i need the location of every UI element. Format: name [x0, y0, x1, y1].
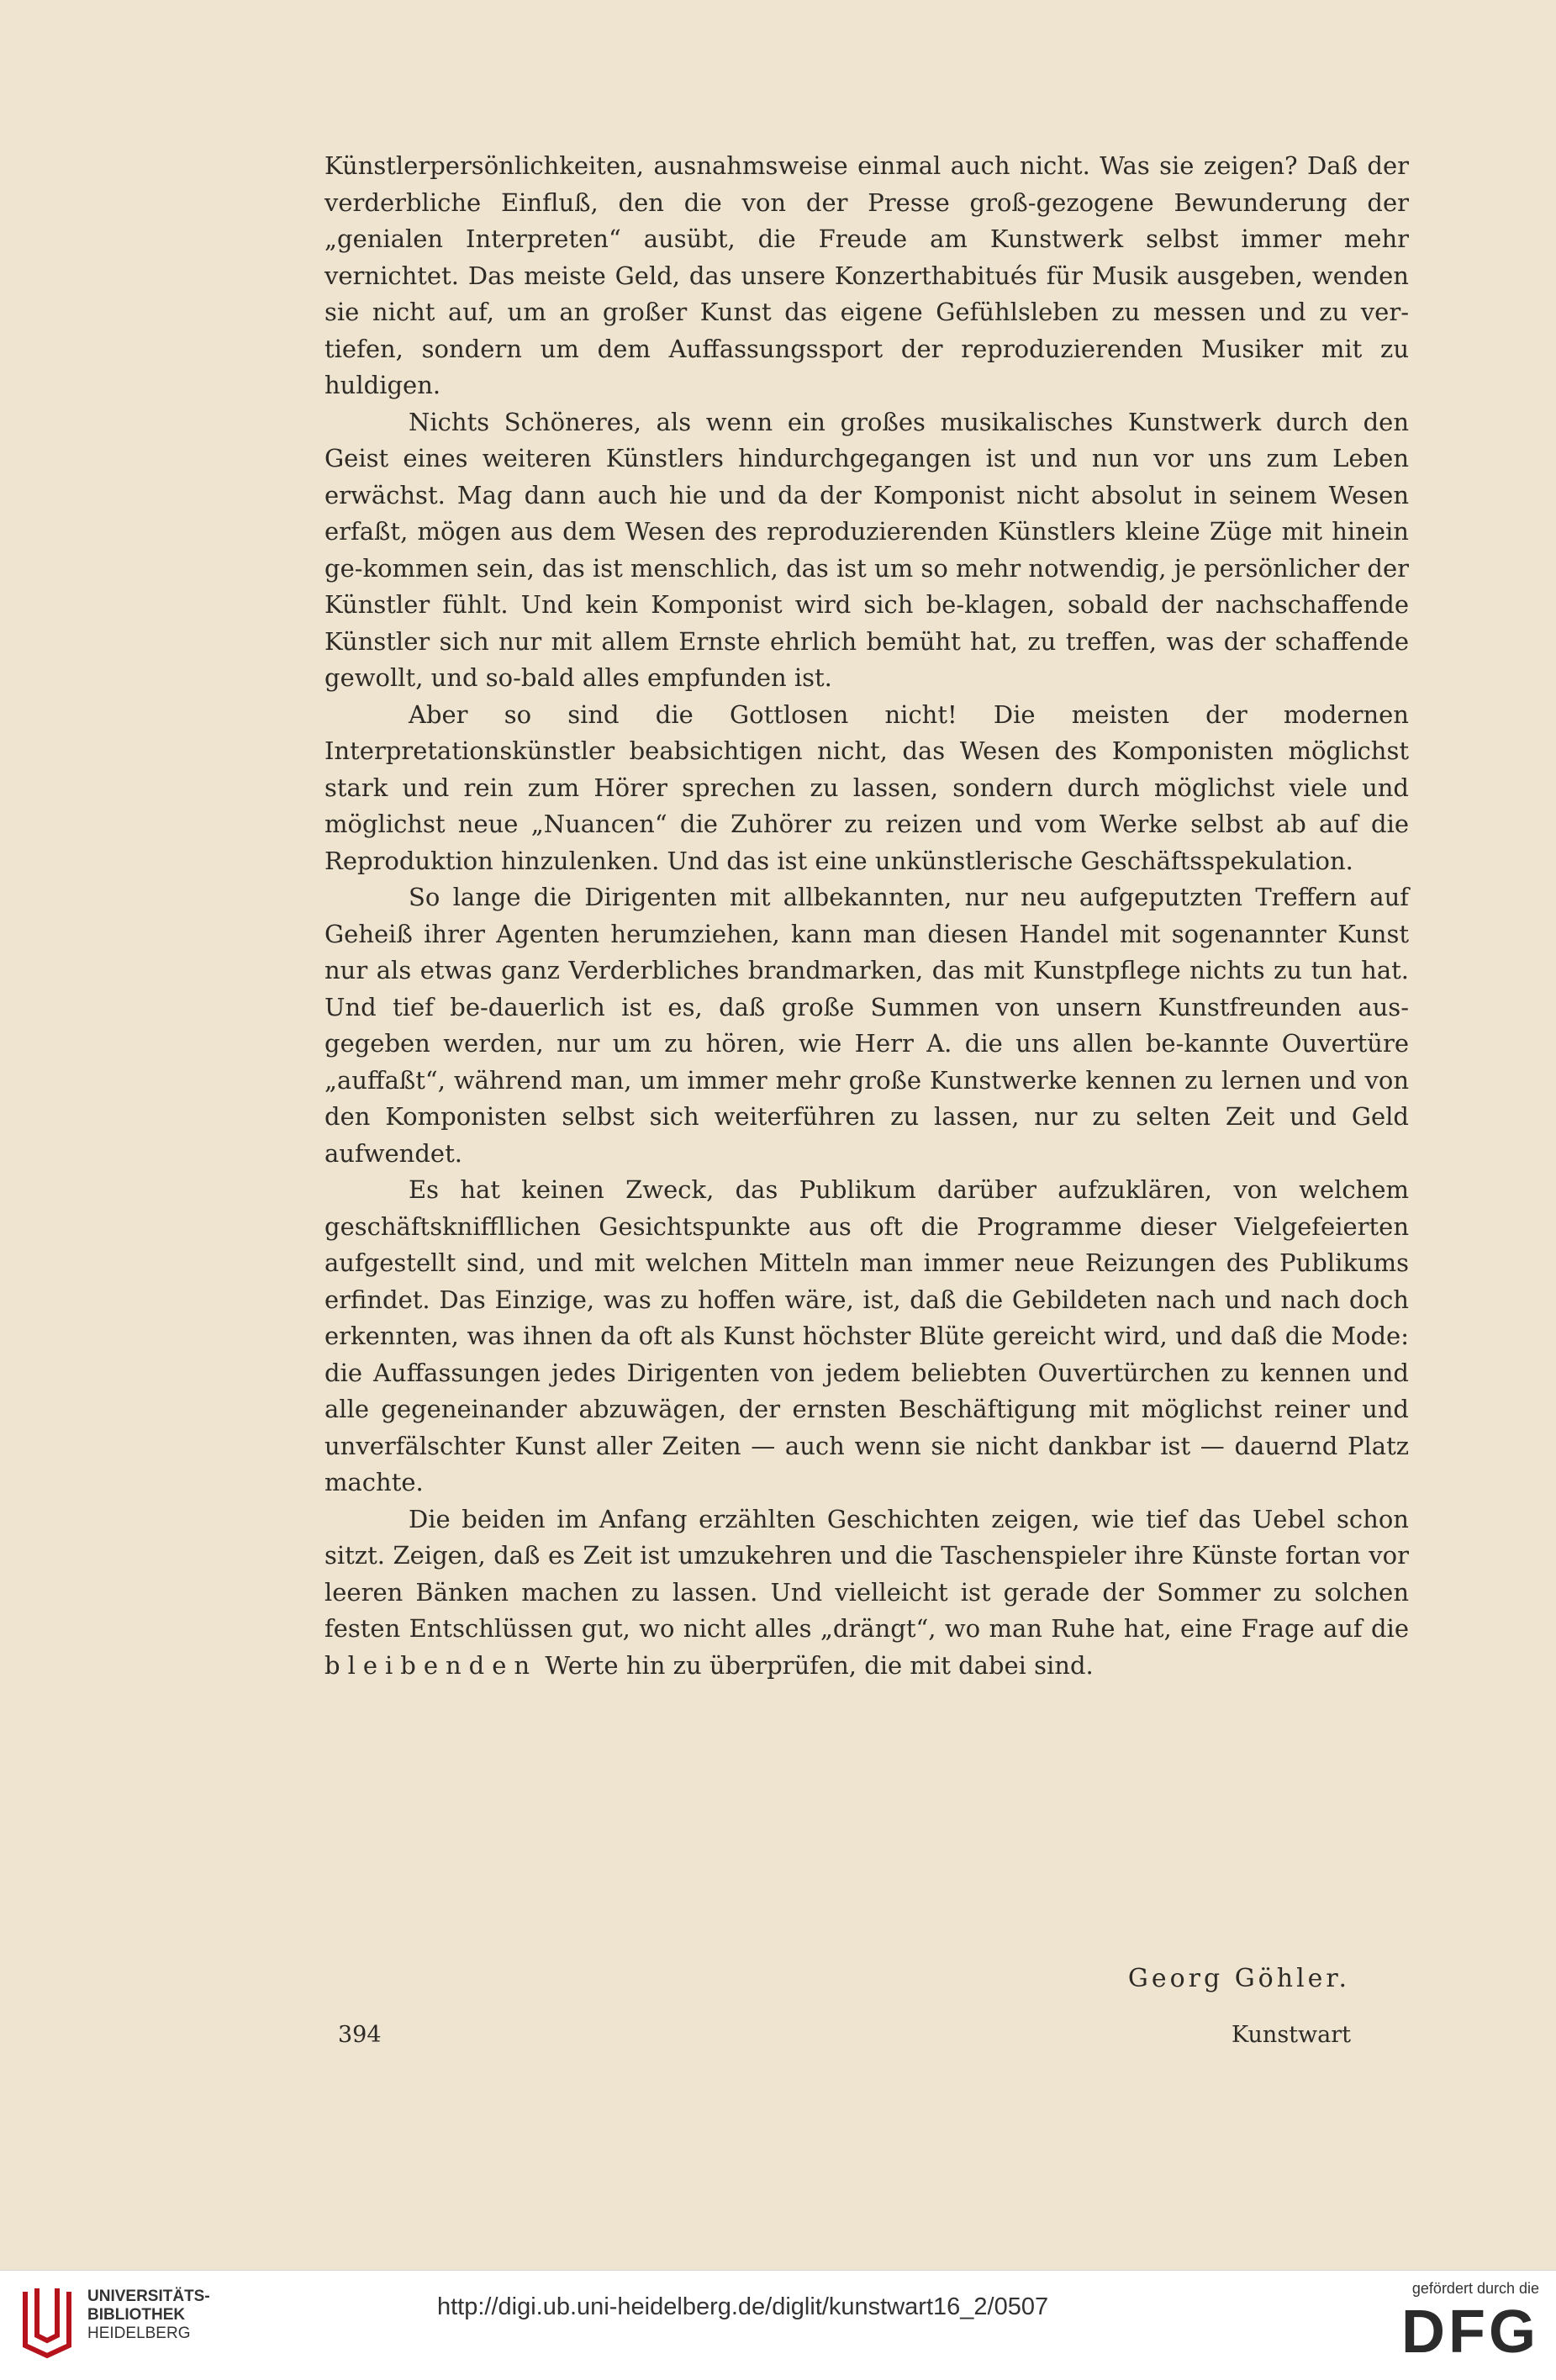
author-signature: Georg Göhler. — [1127, 1964, 1350, 1993]
emphasized-word: bleibenden — [324, 1650, 538, 1680]
library-name-line-2: BIBLIOTHEK — [87, 2306, 186, 2324]
paragraph-4: So lange die Dirigenten mit allbekannten, nur neu aufgeputzten Treffern auf Geheiß ihrer Agenten herumziehen, kann man diesen Handel mit sogenannter Kunst nur als etwas ganz Verderbliches brandmarken, das mit Kunstpflege nichts zu tun hat. Und tief be-dauerlich ist es, daß große Summen von unsern Kunstfreunden aus-gegeben werden, nur um zu hören, wie Herr A. die uns allen be-kannte Ouvertüre „auffaßt“, während man, um immer mehr große Kunstwerke kennen zu lernen und von den Komponisten selbst sich weiterführen zu lassen, nur zu selten Zeit und Geld aufwendet. — [324, 883, 1409, 1168]
page-number: 394 — [338, 2022, 382, 2048]
dfg-logo-icon[interactable]: DFG — [1401, 2298, 1539, 2366]
paragraph-6-start: Die beiden im Anfang erzählten Geschichten zeigen, wie tief das Uebel schon sitzt. Zeigen, daß es Zeit ist umzukehren und die Taschenspieler ihre Künste fortan vor leeren Bänken machen zu lassen. Und vielleicht ist gerade der Sommer zu solchen festen Entschlüssen gut, wo nicht alles „drängt“, wo man Ruhe hat, eine Frage auf die — [324, 1504, 1409, 1643]
running-title: Kunstwart — [1231, 2022, 1351, 2048]
footer-bar — [0, 2270, 1556, 2380]
library-name-line-3: HEIDELBERG — [87, 2325, 191, 2342]
university-library-logo-icon[interactable] — [18, 2285, 77, 2361]
paragraph-6-end: Werte hin zu überprüfen, die mit dabei sind. — [545, 1650, 1094, 1680]
article-text — [324, 148, 1409, 1684]
permalink-url[interactable]: http://digi.ub.uni-heidelberg.de/diglit/kunstwart16_2/0507 — [437, 2293, 1049, 2320]
paragraph-6 — [324, 1501, 1409, 1685]
library-name-line-1: UNIVERSITÄTS- — [87, 2288, 210, 2305]
funding-label: gefördert durch die — [1411, 2280, 1539, 2297]
paragraph-5: Es hat keinen Zweck, das Publikum darüber aufzuklären, von welchem geschäftskniffllichen Gesichtspunkte aus oft die Programme dieser Vielgefeierten aufgestellt sind, und mit welchen Mitteln man immer neue Reizungen des Publikums erfindet. Das Einzige, was zu hoffen wäre, ist, daß die Gebildeten nach und nach doch erkennten, was ihnen da oft als Kunst höchster Blüte gereicht wird, und daß die Mode: die Auffassungen jedes Dirigenten von jedem beliebten Ouvertürchen zu kennen und alle gegeneinander abzuwägen, der ernsten Beschäftigung mit möglichst reiner und unverfälschter Kunst aller Zeiten — auch wenn sie nicht dankbar ist — dauernd Platz machte. — [324, 1175, 1409, 1496]
funding-notice — [1401, 2280, 1539, 2366]
paragraph-2: Nichts Schöneres, als wenn ein großes musikalisches Kunstwerk durch den Geist eines weiteren Künstlers hindurchgegangen ist und nun vor uns zum Leben erwächst. Mag dann auch hie und da der Komponist nicht absolut in seinem Wesen erfaßt, mögen aus dem Wesen des reproduzierenden Künstlers kleine Züge mit hinein ge-kommen sein, das ist menschlich, das ist um so mehr notwendig, je persönlicher der Künstler fühlt. Und kein Komponist wird sich be-klagen, sobald der nachschaffende Künstler sich nur mit allem Ernste ehrlich bemüht hat, zu treffen, was der schaffende gewollt, und so-bald alles empfunden ist. — [324, 407, 1410, 692]
paragraph-3: Aber so sind die Gottlosen nicht! Die meisten der modernen Interpretationskünstler beabsichtigen nicht, das Wesen des Komponisten möglichst stark und rein zum Hörer sprechen zu lassen, sondern durch möglichst viele und möglichst neue „Nuancen“ die Zuhörer zu reizen und vom Werke selbst ab auf die Reproduktion hinzulenken. Und das ist eine unkünstlerische Geschäftsspekulation. — [324, 699, 1409, 875]
library-name — [87, 2288, 210, 2343]
paragraph-1: Künstlerpersönlichkeiten, ausnahmsweise einmal auch nicht. Was sie zeigen? Daß der verderbliche Einfluß, den die von der Presse groß-gezogene Bewunderung der „genialen Interpreten“ ausübt, die Freude am Kunstwerk selbst immer mehr vernichtet. Das meiste Geld, das unsere Konzerthabitués für Musik ausgeben, wenden sie nicht auf, um an großer Kunst das eigene Gefühlsleben zu messen und zu ver-tiefen, sondern um dem Auffassungssport der reproduzierenden Musiker mit zu huldigen. — [324, 151, 1409, 399]
